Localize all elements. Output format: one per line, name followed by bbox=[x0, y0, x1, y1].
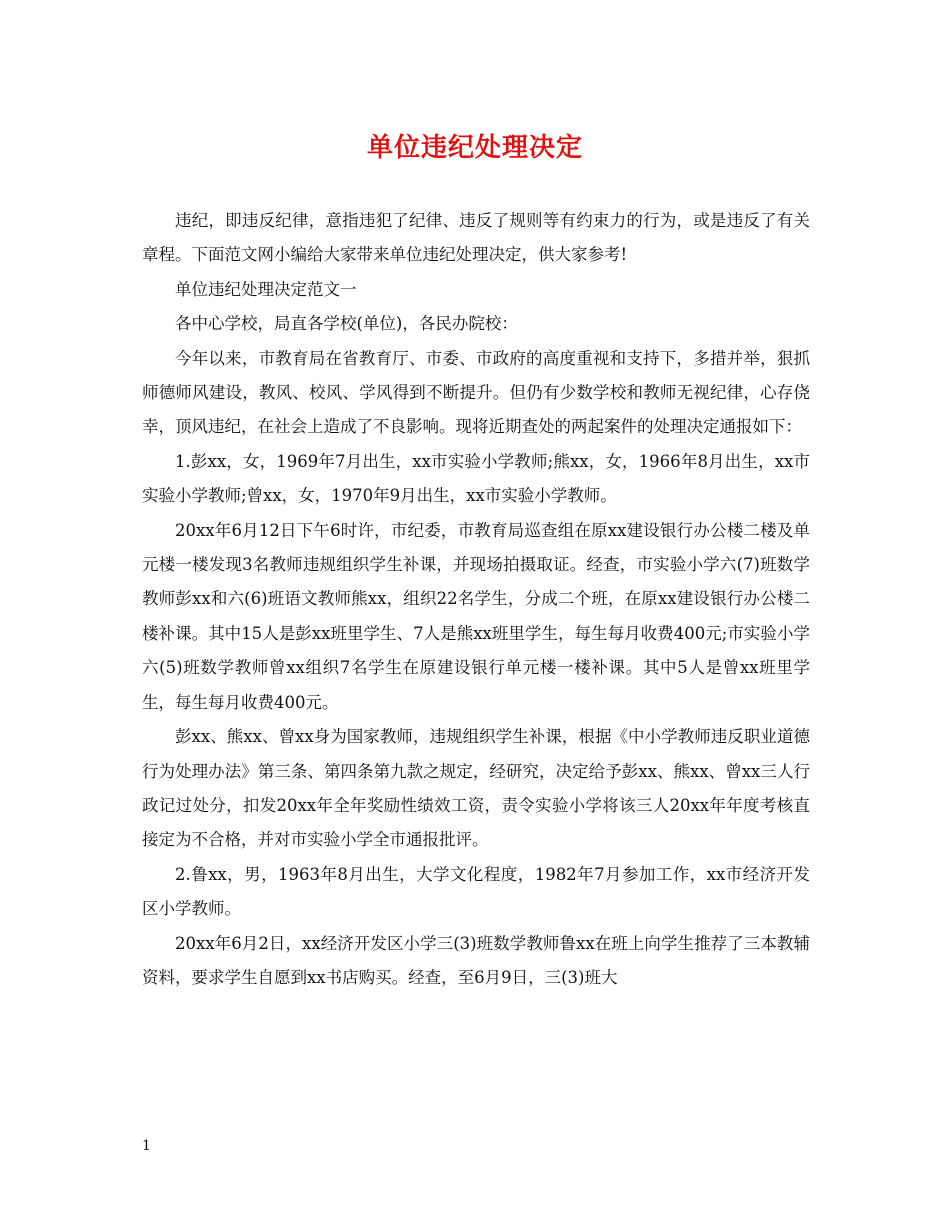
paragraph-case2-person: 2.鲁xx，男，1963年8月出生，大学文化程度，1982年7月参加工作，xx市经济开发区小学教师。 bbox=[142, 864, 810, 919]
document-title: 单位违纪处理决定 bbox=[366, 133, 583, 163]
paragraph-case2-facts: 20xx年6月2日，xx经济开发区小学三(3)班数学教师鲁xx在班上向学生推荐了三本教辅资料，要求学生自愿到xx书店购买。经查，至6月9日，三(3)班大 bbox=[142, 933, 810, 987]
paragraph-case1-facts: 20xx年6月12日下午6时许，市纪委，市教育局巡查组在原xx建设银行办公楼二楼及单元楼一楼发现3名教师违规组织学生补课，并现场拍摄取证。经查，市实验小学六(7)班数学教师彭xx和六(6)班语文教师熊xx，组织22名学生，分成二个班，在原xx建设银行办公楼二楼补课。其中15人是彭xx班里学生、7人是熊xx班里学生，每生每月收费400元;市实验小学六(5)班数学教师曾xx组织7名学生在原建设银行单元楼一楼补课。其中5人是曾xx班里学生，每生每月收费400元。 bbox=[142, 520, 810, 712]
paragraph-case1-decision: 彭xx、熊xx、曾xx身为国家教师，违规组织学生补课，根据《中小学教师违反职业道德行为处理办法》第三条、第四条第九款之规定，经研究，决定给予彭xx、熊xx、曾xx三人行政记过处分，扣发20xx年全年奖励性绩效工资，责令实验小学将该三人20xx年年度考核直接定为不合格，并对市实验小学全市通报批评。 bbox=[142, 727, 810, 850]
paragraph-case1-people: 1.彭xx，女，1969年7月出生，xx市实验小学教师;熊xx，女，1966年8月出生，xx市实验小学教师;曾xx，女，1970年9月出生，xx市实验小学教师。 bbox=[142, 451, 810, 506]
document-body bbox=[142, 204, 810, 995]
paragraph-salutation: 各中心学校，局直各学校(单位)，各民办院校： bbox=[175, 314, 518, 334]
paragraph-intro: 违纪，即违反纪律，意指违犯了纪律、违反了规则等有约束力的行为，或是违反了有关章程。下面范文网小编给大家带来单位违纪处理决定，供大家参考! bbox=[142, 211, 810, 265]
paragraph-overview: 今年以来，市教育局在省教育厅、市委、市政府的高度重视和支持下，多措并举，狠抓师德师风建设，教风、校风、学风得到不断提升。但仍有少数学校和教师无视纪律，心存侥幸，顶风违纪，在社会上造成了不良影响。现将近期查处的两起案件的处理决定通报如下： bbox=[142, 348, 810, 437]
page-number: 1 bbox=[142, 1138, 151, 1154]
paragraph-sample-heading: 单位违纪处理决定范文一 bbox=[175, 279, 357, 299]
